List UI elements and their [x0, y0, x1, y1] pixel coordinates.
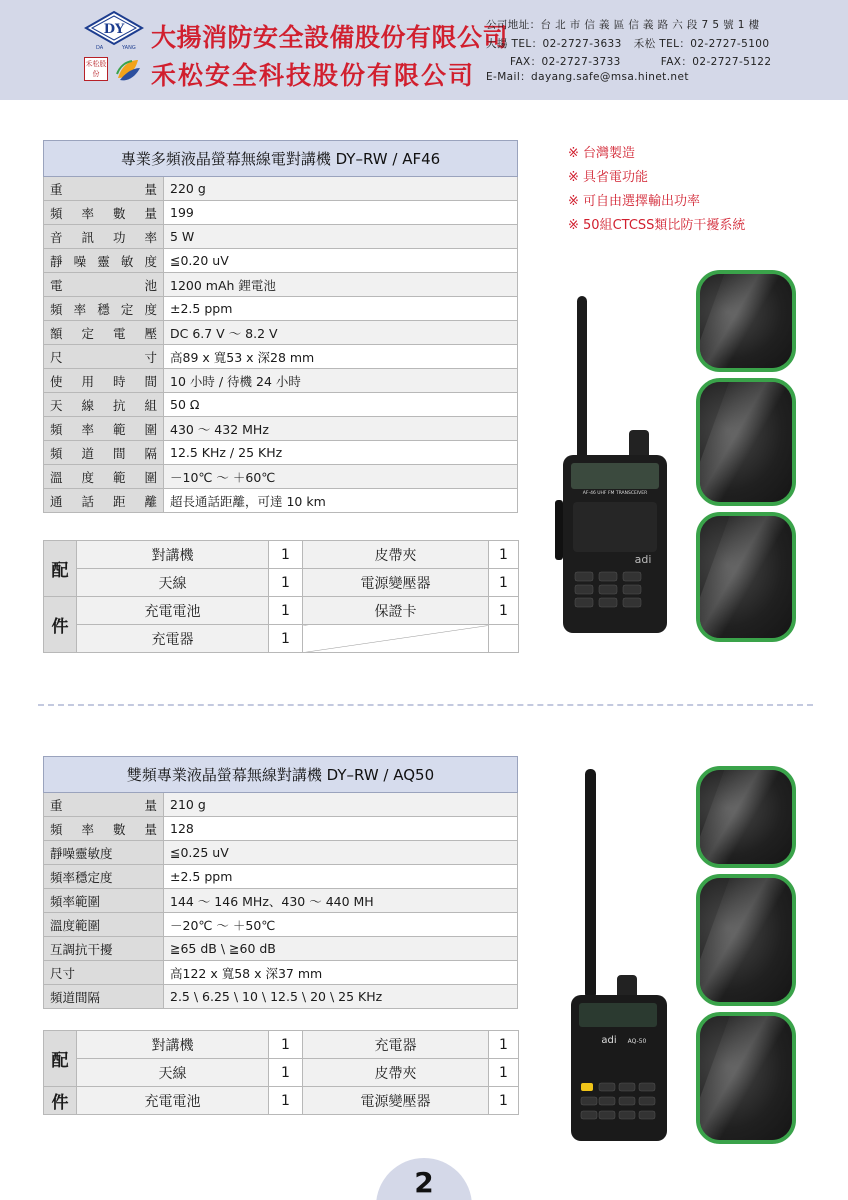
spec-row	[44, 369, 518, 393]
spec-label-text: 靜 噪 靈 敏 度	[50, 253, 157, 269]
spec-value: 高89 x 寬53 x 深28 mm	[164, 345, 518, 369]
logo-sub-left: DA	[96, 45, 104, 50]
accessory-name: 電源變壓器	[303, 1087, 489, 1115]
keypad	[575, 572, 641, 607]
seal-logo-icon	[84, 57, 108, 81]
spec-label	[44, 841, 164, 865]
telephone-line	[486, 36, 769, 51]
spec-label-text: 靜噪靈敏度	[50, 845, 113, 861]
accessory-name	[303, 625, 489, 653]
detail-photo	[696, 378, 796, 506]
feature-note: ※ 可自由選擇輸出功率	[568, 194, 701, 209]
accessory-row	[44, 597, 519, 625]
accessory-row	[44, 1031, 519, 1059]
logo-text: DY	[103, 22, 125, 37]
spec-label	[44, 369, 164, 393]
lcd-screen	[579, 1003, 657, 1027]
spec-label-text: 頻道間隔	[50, 989, 101, 1005]
accessory-side-label-bottom: 件	[44, 1087, 77, 1115]
company-name-dayang: 大揚消防安全設備股份有限公司	[151, 23, 509, 52]
accessory-name: 充電器	[77, 625, 269, 653]
spec-value: 超長通話距離，可達 10 km	[164, 489, 518, 513]
spec-value: 10 小時 / 待機 24 小時	[164, 369, 518, 393]
accessory-table-af46	[43, 540, 519, 653]
antenna-icon	[585, 769, 596, 999]
spec-label-text: 音 訊 功 率	[50, 229, 157, 245]
spec-row	[44, 225, 518, 249]
accessory-name: 電源變壓器	[303, 569, 489, 597]
spec-value: ≦0.25 uV	[164, 841, 518, 865]
feature-note: ※ 具省電功能	[568, 170, 649, 185]
accessory-table-aq50	[43, 1030, 519, 1115]
spec-label-text: 通 話 距 離	[50, 493, 157, 509]
accessory-side-label-top: 配	[44, 541, 77, 597]
spec-label	[44, 345, 164, 369]
accessory-qty: 1	[489, 1059, 519, 1087]
radio-af46-photo	[555, 290, 685, 640]
spec-label-text: 溫度範圍	[50, 917, 101, 933]
spec-row	[44, 249, 518, 273]
spec-label-text: 頻 道 間 隔	[50, 445, 157, 461]
radio-aq50-photo	[565, 765, 675, 1145]
accessory-side-label-top: 配	[44, 1031, 77, 1087]
accessory-qty: 1	[269, 541, 303, 569]
spec-value: 210 g	[164, 793, 518, 817]
spec-value: ≧65 dB \ ≧60 dB	[164, 937, 518, 961]
spec-value: 高122 x 寬58 x 深37 mm	[164, 961, 518, 985]
detail-photo	[696, 874, 796, 1006]
lcd-screen	[571, 463, 659, 489]
spec-value: 2.5 \ 6.25 \ 10 \ 12.5 \ 20 \ 25 KHz	[164, 985, 518, 1009]
spec-value: －20℃ ～ ＋50℃	[164, 913, 518, 937]
accessory-qty	[489, 625, 519, 653]
spec-value: ±2.5 ppm	[164, 297, 518, 321]
fax-dayang: FAX：02-2727-3733	[510, 56, 621, 68]
spec-row	[44, 417, 518, 441]
spec-label	[44, 297, 164, 321]
accessory-qty: 1	[489, 569, 519, 597]
logo-sub-right: YANG	[122, 45, 136, 50]
spec-label-text: 重 量	[50, 797, 157, 813]
accessory-row	[44, 1087, 519, 1115]
spec-label-text: 互調抗干擾	[50, 941, 113, 957]
spec-value: －10℃ ～ ＋60℃	[164, 465, 518, 489]
spec-label-text: 尺 寸	[50, 349, 157, 365]
page-number: 2	[376, 1158, 472, 1200]
spec-label-text: 尺寸	[50, 965, 76, 981]
dayang-logo-icon	[84, 10, 144, 50]
fax-line	[510, 54, 771, 69]
accessory-name: 皮帶夾	[303, 1059, 489, 1087]
spec-label	[44, 177, 164, 201]
spec-label-text: 頻 率 穩 定 度	[50, 301, 157, 317]
spec-row	[44, 273, 518, 297]
spec-row	[44, 465, 518, 489]
feature-note: ※ 50組CTCSS類比防干擾系統	[568, 218, 746, 233]
spec-label	[44, 273, 164, 297]
spec-label	[44, 393, 164, 417]
accessory-row	[44, 541, 519, 569]
tel-hesong: 禾松 TEL：02-2727-5100	[633, 38, 770, 50]
spec-label	[44, 889, 164, 913]
spec-label-text: 溫 度 範 圍	[50, 469, 157, 485]
radio-brand: adi	[634, 553, 652, 566]
spec-label-text: 頻 率 數 量	[50, 821, 157, 837]
spec-label	[44, 937, 164, 961]
accessory-qty: 1	[489, 1031, 519, 1059]
spec-row	[44, 841, 518, 865]
seal-text: 禾松股份	[85, 60, 107, 78]
spec-label	[44, 321, 164, 345]
spec-value: DC 6.7 V ～ 8.2 V	[164, 321, 518, 345]
detail-photo	[696, 512, 796, 642]
spec-row	[44, 913, 518, 937]
spec-label	[44, 865, 164, 889]
radio-brand: adi	[601, 1035, 617, 1046]
spec-table-af46	[43, 140, 518, 513]
spec-value: 128	[164, 817, 518, 841]
spec-row	[44, 201, 518, 225]
spec-value: 220 g	[164, 177, 518, 201]
spec-value: 1200 mAh 鋰電池	[164, 273, 518, 297]
accessory-name: 充電器	[303, 1031, 489, 1059]
accessory-name: 充電電池	[77, 597, 269, 625]
spec-label	[44, 225, 164, 249]
spec-label	[44, 817, 164, 841]
spec-value: ±2.5 ppm	[164, 865, 518, 889]
spec-label	[44, 961, 164, 985]
spec-label-text: 頻率穩定度	[50, 869, 113, 885]
accessory-name: 充電電池	[77, 1087, 269, 1115]
accessory-name: 天線	[77, 1059, 269, 1087]
accessory-qty: 1	[269, 1087, 303, 1115]
spec-label	[44, 441, 164, 465]
spec-row	[44, 865, 518, 889]
accessory-qty: 1	[269, 625, 303, 653]
function-key	[581, 1083, 593, 1091]
accessory-qty: 1	[269, 597, 303, 625]
email-address: E-Mail：dayang.safe@msa.hinet.net	[486, 71, 689, 83]
accessory-row	[44, 1059, 519, 1087]
spec-value: 50 Ω	[164, 393, 518, 417]
spec-label-text: 天 線 抗 組	[50, 397, 157, 413]
accessory-row	[44, 625, 519, 653]
spec-value: 430 ～ 432 MHz	[164, 417, 518, 441]
product-title-aq50: 雙頻專業液晶螢幕無線對講機 DY–RW / AQ50	[44, 757, 518, 793]
accessory-qty: 1	[269, 1059, 303, 1087]
fax-hesong: FAX：02-2727-5122	[660, 56, 772, 68]
spec-table-aq50	[43, 756, 518, 1009]
spec-label	[44, 201, 164, 225]
spec-label	[44, 465, 164, 489]
detail-photo	[696, 766, 796, 868]
page-header	[0, 0, 848, 100]
spec-label	[44, 417, 164, 441]
spec-label-text: 頻 率 範 圍	[50, 421, 157, 437]
accessory-name: 皮帶夾	[303, 541, 489, 569]
hesong-leaf-logo-icon	[114, 56, 142, 84]
accessory-name: 保證卡	[303, 597, 489, 625]
spec-label	[44, 489, 164, 513]
spec-row	[44, 177, 518, 201]
radio-model: AQ-50	[627, 1038, 647, 1045]
spec-row	[44, 937, 518, 961]
spec-row	[44, 321, 518, 345]
accessory-qty: 1	[489, 541, 519, 569]
spec-row	[44, 345, 518, 369]
company-name-hesong: 禾松安全科技股份有限公司	[151, 61, 476, 90]
company-address: 公司地址：台 北 市 信 義 區 信 義 路 六 段 7 5 號 1 樓	[486, 19, 760, 31]
accessory-side-label-bottom: 件	[44, 597, 77, 653]
spec-row	[44, 793, 518, 817]
spec-value: 5 W	[164, 225, 518, 249]
spec-label-text: 額 定 電 壓	[50, 325, 157, 341]
section-divider	[38, 704, 813, 706]
spec-value: ≦0.20 uV	[164, 249, 518, 273]
spec-label-text: 頻率範圍	[50, 893, 101, 909]
spec-label-text: 頻 率 數 量	[50, 205, 157, 221]
detail-photo	[696, 1012, 796, 1144]
spec-value: 12.5 KHz / 25 KHz	[164, 441, 518, 465]
spec-row	[44, 889, 518, 913]
spec-label	[44, 985, 164, 1009]
spec-row	[44, 961, 518, 985]
spec-row	[44, 817, 518, 841]
spec-label	[44, 793, 164, 817]
accessory-qty: 1	[489, 1087, 519, 1115]
spec-row	[44, 441, 518, 465]
accessory-name: 天線	[77, 569, 269, 597]
detail-photo	[696, 270, 796, 372]
spec-row	[44, 297, 518, 321]
antenna-icon	[577, 296, 587, 466]
product-title-af46: 專業多頻液晶螢幕無線電對講機 DY–RW / AF46	[44, 141, 518, 177]
accessory-name: 對講機	[77, 541, 269, 569]
spec-label-text: 重 量	[50, 181, 157, 197]
spec-value: 144 ～ 146 MHz、430 ～ 440 MH	[164, 889, 518, 913]
spec-row	[44, 985, 518, 1009]
accessory-row	[44, 569, 519, 597]
tel-dayang: 大揚 TEL：02-2727-3633	[486, 38, 622, 50]
spec-label	[44, 249, 164, 273]
spec-label-text: 電 池	[50, 277, 157, 293]
spec-row	[44, 489, 518, 513]
accessory-name: 對講機	[77, 1031, 269, 1059]
radio-model-label: AF-46 UHF FM TRANSCEIVER	[582, 491, 648, 496]
spec-row	[44, 393, 518, 417]
spec-value: 199	[164, 201, 518, 225]
feature-note: ※ 台灣製造	[568, 146, 636, 161]
spec-label-text: 使 用 時 間	[50, 373, 157, 389]
accessory-qty: 1	[269, 1031, 303, 1059]
accessory-qty: 1	[269, 569, 303, 597]
accessory-qty: 1	[489, 597, 519, 625]
spec-label	[44, 913, 164, 937]
